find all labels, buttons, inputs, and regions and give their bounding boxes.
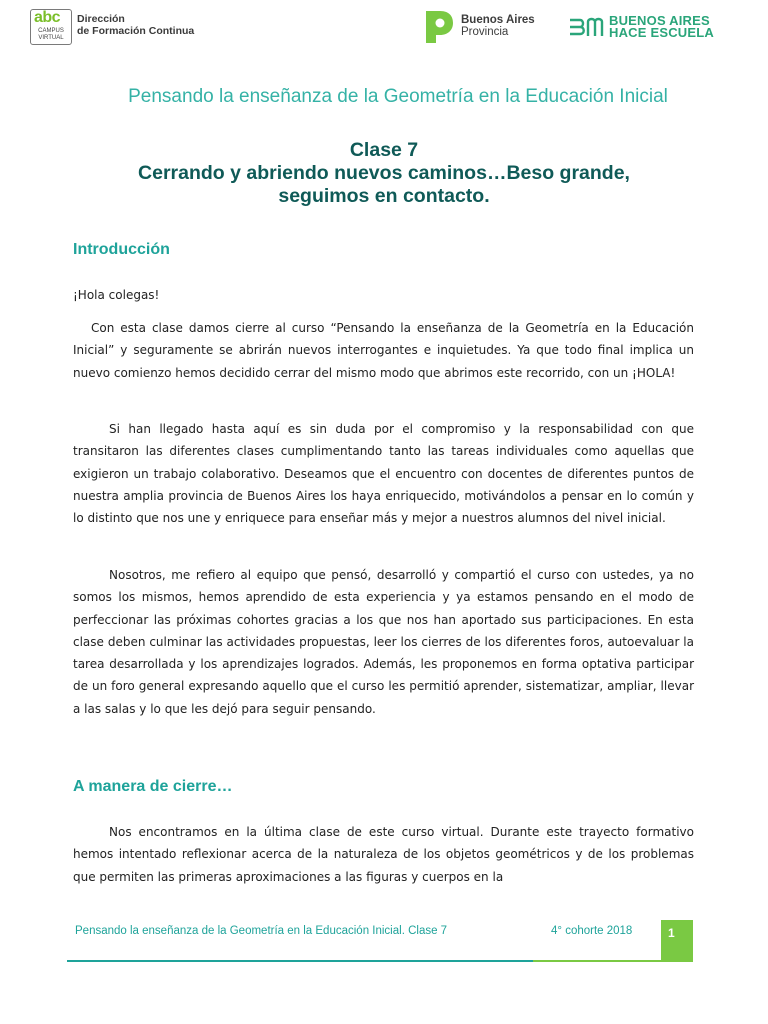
org-name-line1: Dirección (77, 13, 125, 25)
abc-logo-subtitle: CAMPUS VIRTUAL (38, 28, 64, 41)
class-title (0, 139, 768, 208)
paragraph-3: Nosotros, me refiero al equipo que pensó, desarrolló y compartió el curso con ustedes, ya no somos los mismos, hemos aprendido de esta experiencia y ya estamos pensando en el modo de perfeccionar las próximas cohortes gracias a los que nos han aportado sus participaciones. En esta clase deben culminar las actividades propuestas, leer los cierres de los diferentes foros, autoevaluar la tarea desarrollada y los aprendizajes logrados. Además, les proponemos en forma optativa participar de un foro general expresando aquello que el curso les permitió aprender, sistematizar, ampliar, llevar a las salas y lo que les dejó para seguir pensando. (73, 568, 694, 716)
bae-line1: BUENOS AIRES (609, 13, 710, 28)
footer-divider-teal (67, 960, 533, 962)
class-number: Clase 7 (349, 139, 419, 161)
class-subtitle-line1: Cerrando y abriendo nuevos caminos…Beso grande, (138, 162, 630, 184)
org-name (77, 13, 194, 37)
course-title: Pensando la enseñanza de la Geometría en la Educación Inicial (128, 86, 668, 107)
paragraph-2: Si han llegado hasta aquí es sin duda por el compromiso y la responsabilidad con que transitaron las diferentes clases cumplimentando tanto las tareas individuales como aquellas que exigieron un trabajo colaborativo. Deseamos que el encuentro con docentes de diferentes puntos de nuestra amplia provincia de Buenos Aires los haya enriquecido, motivándolos a pensar en lo común y lo distinto que nos une y enriquece para enseñar más y mejor a nuestros alumnos del nivel inicial. (73, 422, 694, 526)
ba-line1: Buenos Aires (461, 14, 535, 26)
page-number: 1 (661, 920, 693, 960)
buenos-aires-provincia-text (461, 14, 535, 38)
footer-divider-green (533, 960, 693, 962)
footer-course-title: Pensando la enseñanza de la Geometría en la Educación Inicial. Clase 7 (75, 925, 448, 937)
buenos-aires-hace-escuela-text (609, 15, 714, 39)
buenos-aires-hace-escuela-logo-icon (568, 16, 606, 38)
intro-heading: Introducción (73, 241, 170, 258)
footer-cohort: 4° cohorte 2018 (551, 925, 633, 937)
abc-logo-text: abc (34, 9, 61, 26)
paragraph-4: Nos encontramos en la última clase de este curso virtual. Durante este trayecto formativo hemos intentado reflexionar acerca de la naturaleza de los objetos geométricos y de los problemas que permiten las primeras aproximaciones a las figuras y cuerpos en la (73, 825, 694, 884)
class-subtitle-line2: seguimos en contacto. (278, 185, 490, 207)
paragraph-1: Con esta clase damos cierre al curso “Pensando la enseñanza de la Geometría en la Educación Inicial” y seguramente se abrirán nuevos interrogantes e inquietudes. Ya que todo final implica un nuevo comienzo hemos decidido cerrar del mismo modo que abrimos este recorrido, con un ¡HOLA! (73, 321, 694, 380)
abc-campus-logo (30, 9, 72, 45)
bae-line2: HACE ESCUELA (609, 25, 714, 40)
greeting-paragraph: ¡Hola colegas! (73, 288, 160, 302)
ba-line2: Provincia (461, 26, 509, 38)
closing-heading: A manera de cierre… (73, 778, 233, 795)
buenos-aires-provincia-logo-icon (420, 9, 454, 45)
org-name-line2: de Formación Continua (77, 25, 195, 37)
page-header (0, 0, 768, 52)
